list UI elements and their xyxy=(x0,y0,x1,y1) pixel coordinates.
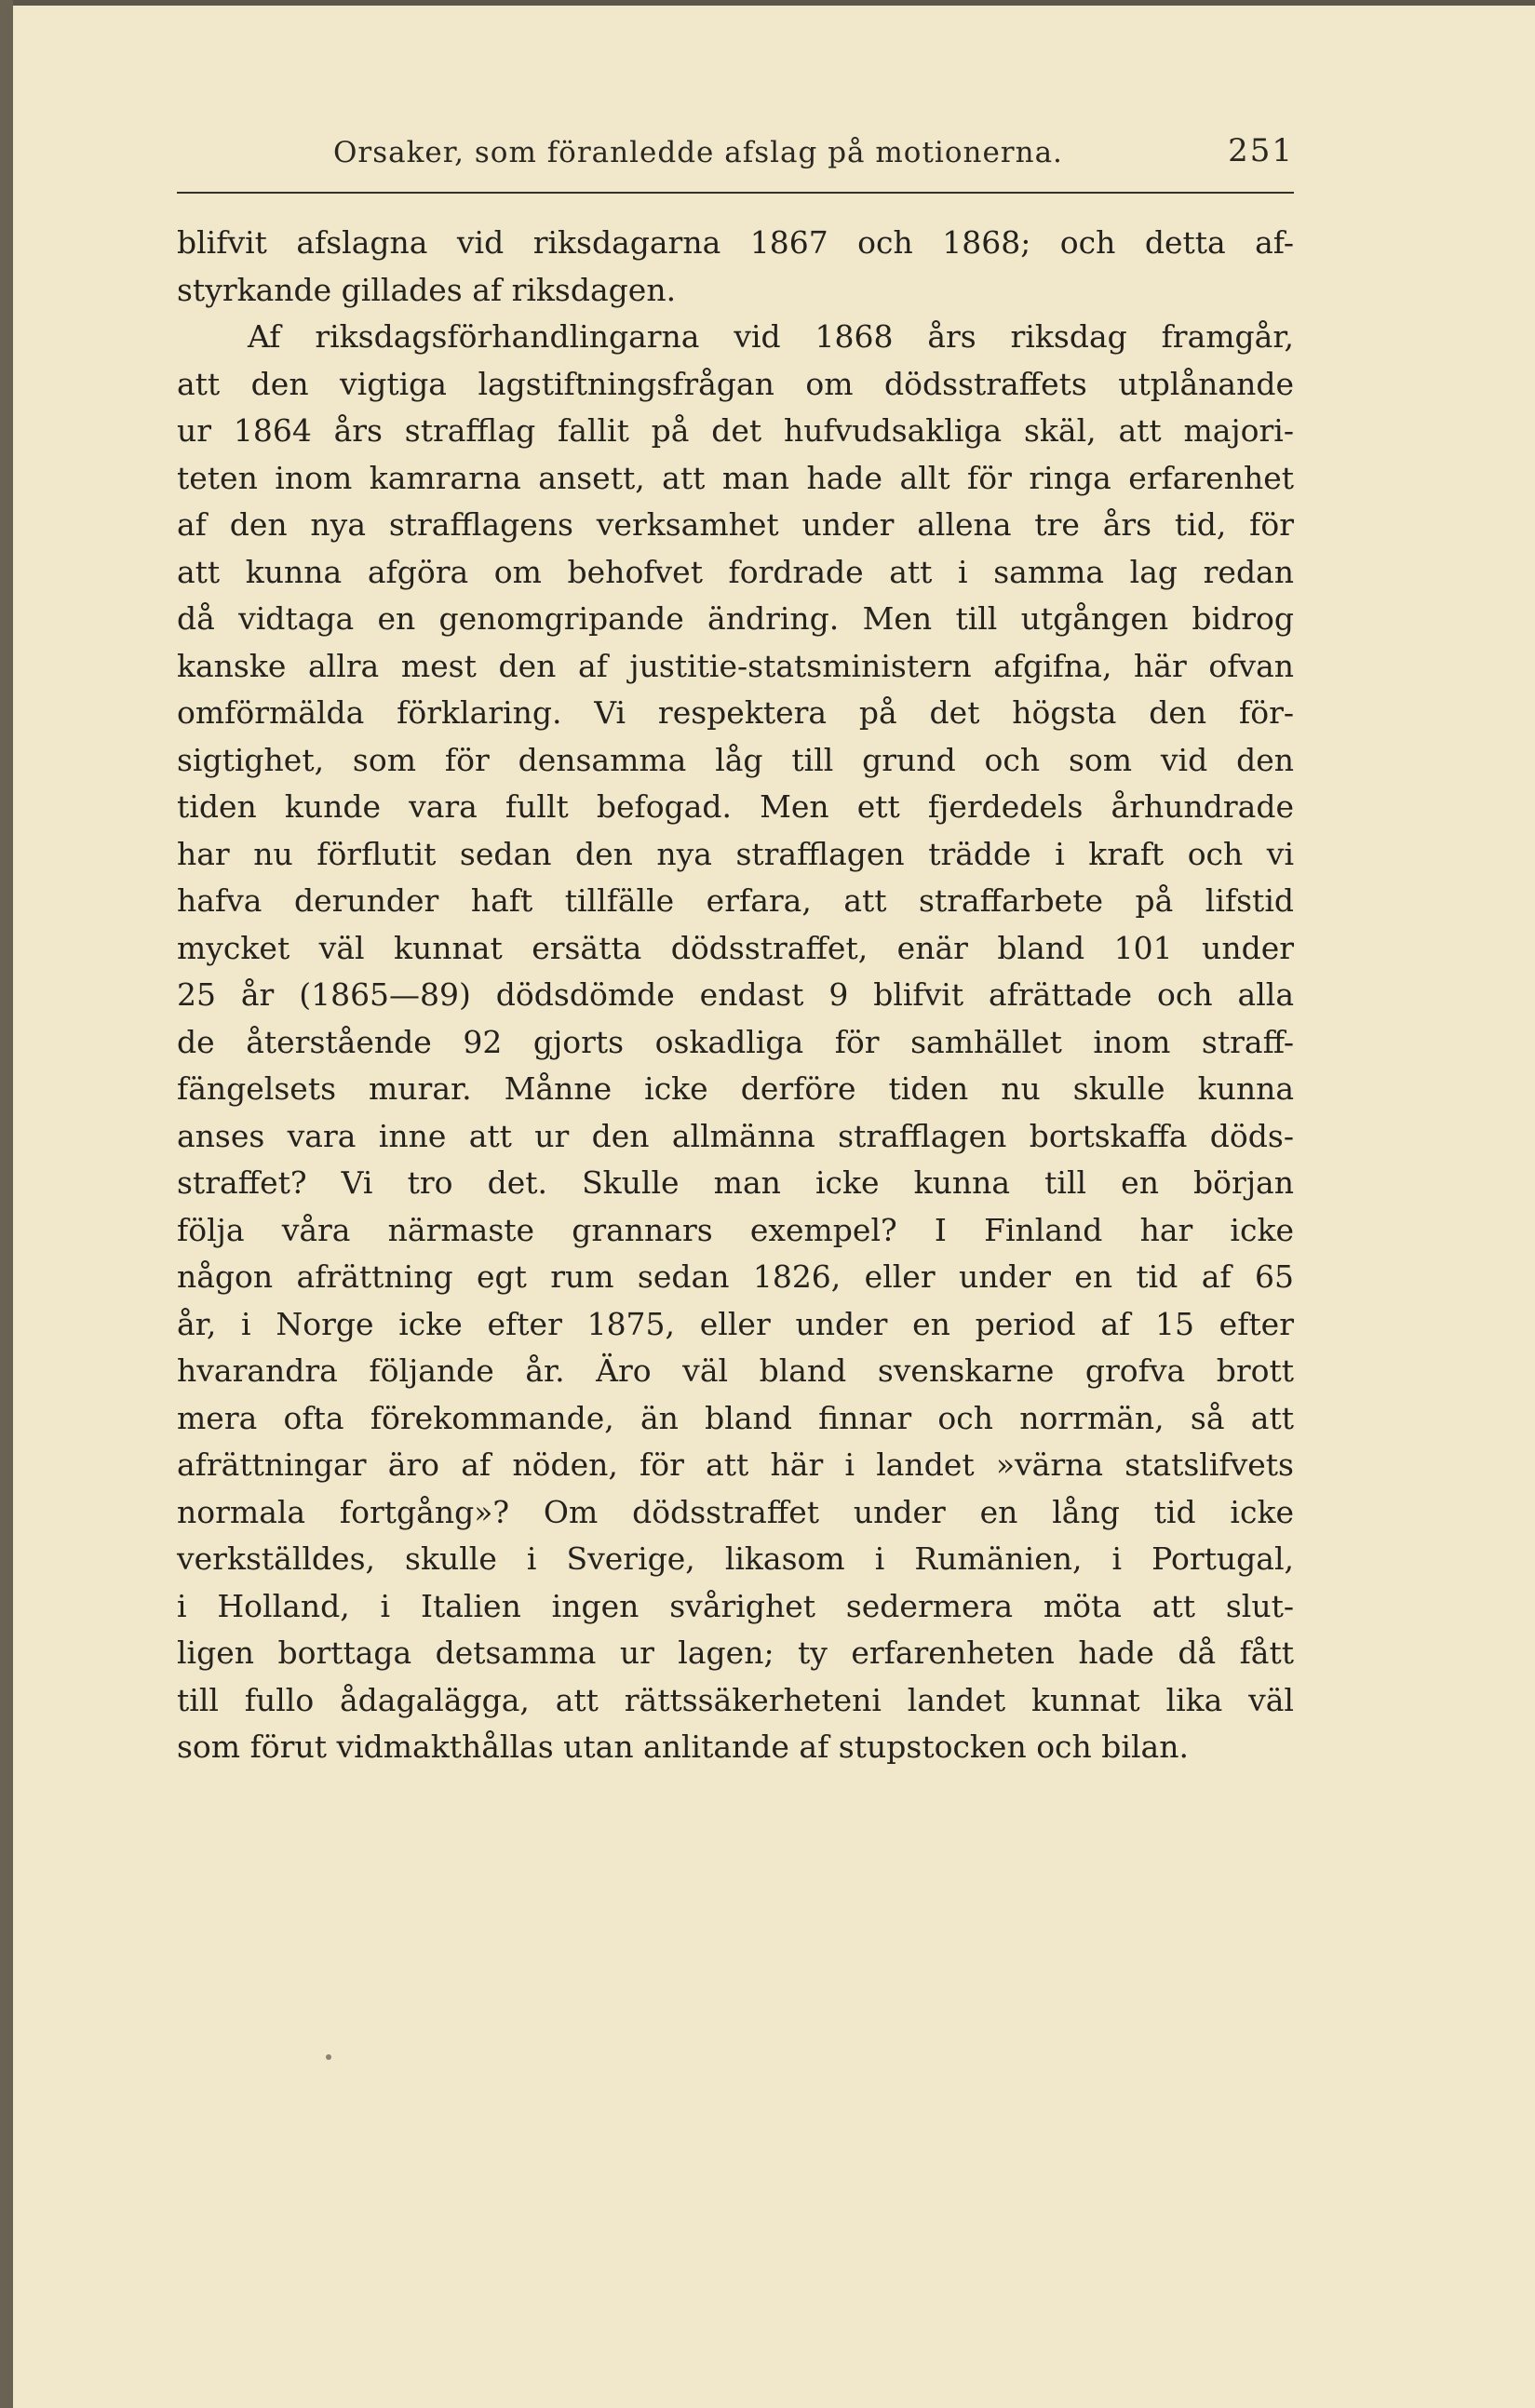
text-line: att kunna afgöra om behofvet fordrade att i samma lag redan xyxy=(177,553,1294,590)
text-line: fängelsets murar. Månne icke derföre tiden nu skulle kunna xyxy=(177,1070,1294,1107)
text-line: afrättningar äro af nöden, för att här i landet »värna statslifvets xyxy=(177,1446,1294,1483)
header-rule xyxy=(177,192,1294,194)
text-line: straffet? Vi tro det. Skulle man icke kunna till en början xyxy=(177,1164,1294,1201)
text-line: anses vara inne att ur den allmänna strafflagen bortskaffa döds- xyxy=(177,1117,1294,1154)
text-line: 25 år (1865—89) dödsdömde endast 9 blifvit afrättade och alla xyxy=(177,976,1294,1013)
text-line: verkställdes, skulle i Sverige, likasom i Rumänien, i Portugal, xyxy=(177,1540,1294,1577)
text-line: någon afrättning egt rum sedan 1826, eller under en tid af 65 xyxy=(177,1258,1294,1295)
text-line: då vidtaga en genomgripande ändring. Men till utgången bidrog xyxy=(177,600,1294,637)
text-line: år, i Norge icke efter 1875, eller under en period af 15 efter xyxy=(177,1305,1294,1342)
text-line: hvarandra följande år. Äro väl bland svenskarne grofva brott xyxy=(177,1352,1294,1389)
paper-speck xyxy=(326,2054,331,2060)
text-line: blifvit afslagna vid riksdagarna 1867 och 1868; och detta af- xyxy=(177,224,1294,261)
text-line: teten inom kamrarna ansett, att man hade allt för ringa erfarenhet xyxy=(177,459,1294,496)
body-text xyxy=(177,220,1294,1771)
text-line: har nu förflutit sedan den nya strafflagen trädde i kraft och vi xyxy=(177,835,1294,872)
text-line: tiden kunde vara fullt befogad. Men ett fjerdedels århundrade xyxy=(177,788,1294,825)
text-line: de återstående 92 gjorts oskadliga för samhället inom straff- xyxy=(177,1023,1294,1060)
text-line: styrkande gillades af riksdagen. xyxy=(177,271,677,308)
text-line: att den vigtiga lagstiftningsfrågan om dödsstraffets utplånande xyxy=(177,365,1294,402)
text-line: mycket väl kunnat ersätta dödsstraffet, enär bland 101 under xyxy=(177,929,1294,966)
text-line: af den nya strafflagens verksamhet under allena tre års tid, för xyxy=(177,506,1294,543)
text-line: ur 1864 års strafflag fallit på det hufvudsakliga skäl, att majori- xyxy=(177,412,1294,449)
text-line: mera ofta förekommande, än bland finnar och norrmän, så att xyxy=(177,1399,1294,1436)
text-line: normala fortgång»? Om dödsstraffet under en lång tid icke xyxy=(177,1493,1294,1530)
text-line: kanske allra mest den af justitie-statsministern afgifna, här ofvan xyxy=(177,647,1294,684)
text-line: i Holland, i Italien ingen svårighet sedermera möta att slut- xyxy=(177,1587,1294,1624)
running-title: Orsaker, som föranledde afslag på motionerna. xyxy=(333,136,1063,169)
text-line: ligen borttaga detsamma ur lagen; ty erfarenheten hade då fått xyxy=(177,1634,1294,1671)
text-line: till fullo ådagalägga, att rättssäkerheteni landet kunnat lika väl xyxy=(177,1681,1294,1718)
page-header xyxy=(177,128,1294,181)
text-line: följa våra närmaste grannars exempel? I Finland har icke xyxy=(177,1211,1294,1248)
page-number: 251 xyxy=(1228,132,1294,169)
text-line: Af riksdagsförhandlingarna vid 1868 års riksdag framgår, xyxy=(248,318,1294,355)
text-line: som förut vidmakthållas utan anlitande af stupstocken och bilan. xyxy=(177,1729,1189,1765)
text-line: sigtighet, som för densamma låg till grund och som vid den xyxy=(177,741,1294,778)
text-line: omförmälda förklaring. Vi respektera på det högsta den för- xyxy=(177,694,1294,731)
text-line: hafva derunder haft tillfälle erfara, att straffarbete på lifstid xyxy=(177,882,1294,919)
